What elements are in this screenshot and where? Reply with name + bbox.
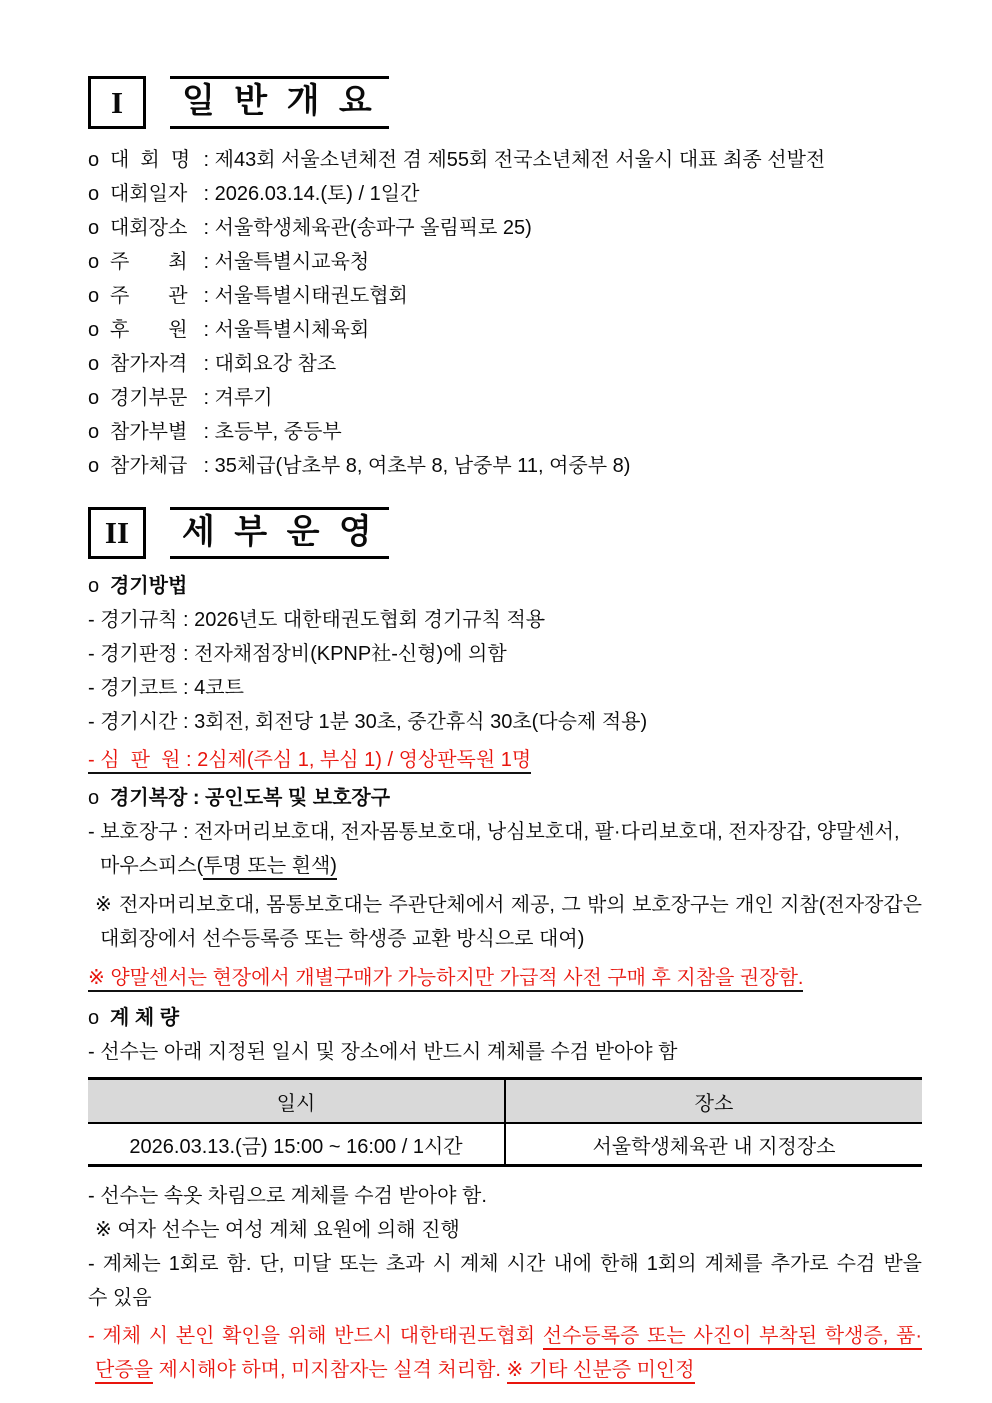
overview-item-host: o 주 최 : 서울특별시교육청 [88, 245, 922, 279]
weighin-table-cell-datetime: 2026.03.13.(금) 15:00 ~ 16:00 / 1시간 [88, 1123, 505, 1166]
weighin-table-header-location: 장소 [505, 1079, 922, 1124]
id-check-line-2: 단증을 제시해야 하며, 미지참자는 실격 처리함. ※ 기타 신분증 미인정 [88, 1353, 922, 1387]
weighin-note-underwear: - 선수는 속옷 차림으로 계체를 수검 받아야 함. [88, 1185, 487, 1207]
weighin-heading: o 계 체 량 [88, 1001, 922, 1035]
weighin-table [88, 1077, 922, 1167]
method-heading: o 경기방법 [88, 569, 922, 603]
method-item-time: - 경기시간 : 3회전, 회전당 1분 30초, 중간휴식 30초(다승제 적용) [88, 711, 648, 733]
bullet-icon: o [88, 250, 100, 273]
overview-item-sponsor: o 후 원 : 서울특별시체육회 [88, 313, 922, 347]
method-item-courts: - 경기코트 : 4코트 [88, 677, 244, 699]
weighin-table-cell-location: 서울학생체육관 내 지정장소 [592, 1135, 836, 1158]
overview-item-venue: o 대회장소 : 서울학생체육관(송파구 올림픽로 25) [88, 211, 922, 245]
bullet-icon: o [88, 787, 100, 809]
protector-line-2: 마우스피스(투명 또는 흰색) [88, 849, 922, 883]
section1-header [88, 76, 922, 129]
bullet-icon: o [88, 318, 100, 341]
overview-item-division: o 참가부별 : 초등부, 중등부 [88, 415, 922, 449]
bullet-icon: o [88, 575, 100, 597]
section2-numeral-box [88, 507, 146, 560]
weighin-intro: - 선수는 아래 지정된 일시 및 장소에서 반드시 계체를 수검 받아야 함 [88, 1041, 678, 1063]
overview-item-eligibility: o 참가자격 : 대회요강 참조 [88, 347, 922, 381]
weighin-para-line-1: - 계체는 1회로 함. 단, 미달 또는 초과 시 계체 시간 내에 한해 1회의 계체를 추가로 수검 받을 [88, 1253, 922, 1275]
referee-line: - 심 판 원 : 2심제(주심 1, 부심 1) / 영상판독원 1명 [88, 743, 922, 777]
bullet-icon: o [88, 284, 100, 307]
section1-title: 일 반 개 요 [170, 76, 389, 129]
protector-note-1-line-1: ※ 전자머리보호대, 몸통보호대는 주관단체에서 제공, 그 밖의 보호장구는 개인 지참(전자장갑은 [95, 894, 922, 916]
overview-item-organizer: o 주 관 : 서울특별시태권도협회 [88, 279, 922, 313]
bullet-icon: o [88, 386, 100, 409]
weighin-note-female: ※ 여자 선수는 여성 계체 요원에 의해 진행 [95, 1219, 460, 1241]
bullet-icon: o [88, 454, 100, 477]
bullet-icon: o [88, 216, 100, 239]
overview-list [88, 143, 922, 483]
protector-line-1: - 보호장구 : 전자머리보호대, 전자몸통보호대, 낭심보호대, 팔·다리보호대, 전자장갑, 양말센서, [88, 821, 900, 843]
bullet-icon: o [88, 352, 100, 375]
document-page [88, 76, 922, 1387]
section2-header [88, 507, 922, 560]
overview-item-category: o 경기부문 : 겨루기 [88, 381, 922, 415]
protector-note-1-line-2: 대회장에서 선수등록증 또는 학생증 교환 방식으로 대여) [100, 928, 585, 950]
weighin-table-header-row [88, 1079, 922, 1124]
weighin-para-line-2: 수 있음 [88, 1287, 152, 1309]
bullet-icon: o [88, 420, 100, 443]
bullet-icon: o [88, 1007, 100, 1029]
bullet-icon: o [88, 148, 100, 171]
section1-numeral: I [110, 84, 124, 120]
section2-numeral: II [104, 515, 130, 551]
overview-item-weightclass: o 참가체급 : 35체급(남초부 8, 여초부 8, 남중부 11, 여중부 8) [88, 449, 922, 483]
bullet-icon: o [88, 182, 100, 205]
uniform-heading: o 경기복장 : 공인도복 및 보호장구 [88, 781, 922, 815]
weighin-table-header-datetime: 일시 [88, 1079, 505, 1124]
method-item-judging: - 경기판정 : 전자채점장비(KPNP社-신형)에 의함 [88, 643, 507, 665]
section2-title: 세 부 운 영 [170, 507, 389, 560]
overview-item-name: o 대 회 명 : 제43회 서울소년체전 겸 제55회 전국소년체전 서울시 대표 최종 선발전 [88, 143, 922, 177]
method-item-rules: - 경기규칙 : 2026년도 대한태권도협회 경기규칙 적용 [88, 609, 546, 631]
overview-item-date: o 대회일자 : 2026.03.14.(토) / 1일간 [88, 177, 922, 211]
id-check-line-1: - 계체 시 본인 확인을 위해 반드시 대한태권도협회 선수등록증 또는 사진이 부착된 학생증, 품· [88, 1319, 922, 1353]
sock-sensor-note: ※ 양말센서는 현장에서 개별구매가 가능하지만 가급적 사전 구매 후 지참을 권장함. [88, 961, 922, 995]
weighin-table-row [88, 1123, 922, 1166]
section1-numeral-box [88, 76, 146, 129]
